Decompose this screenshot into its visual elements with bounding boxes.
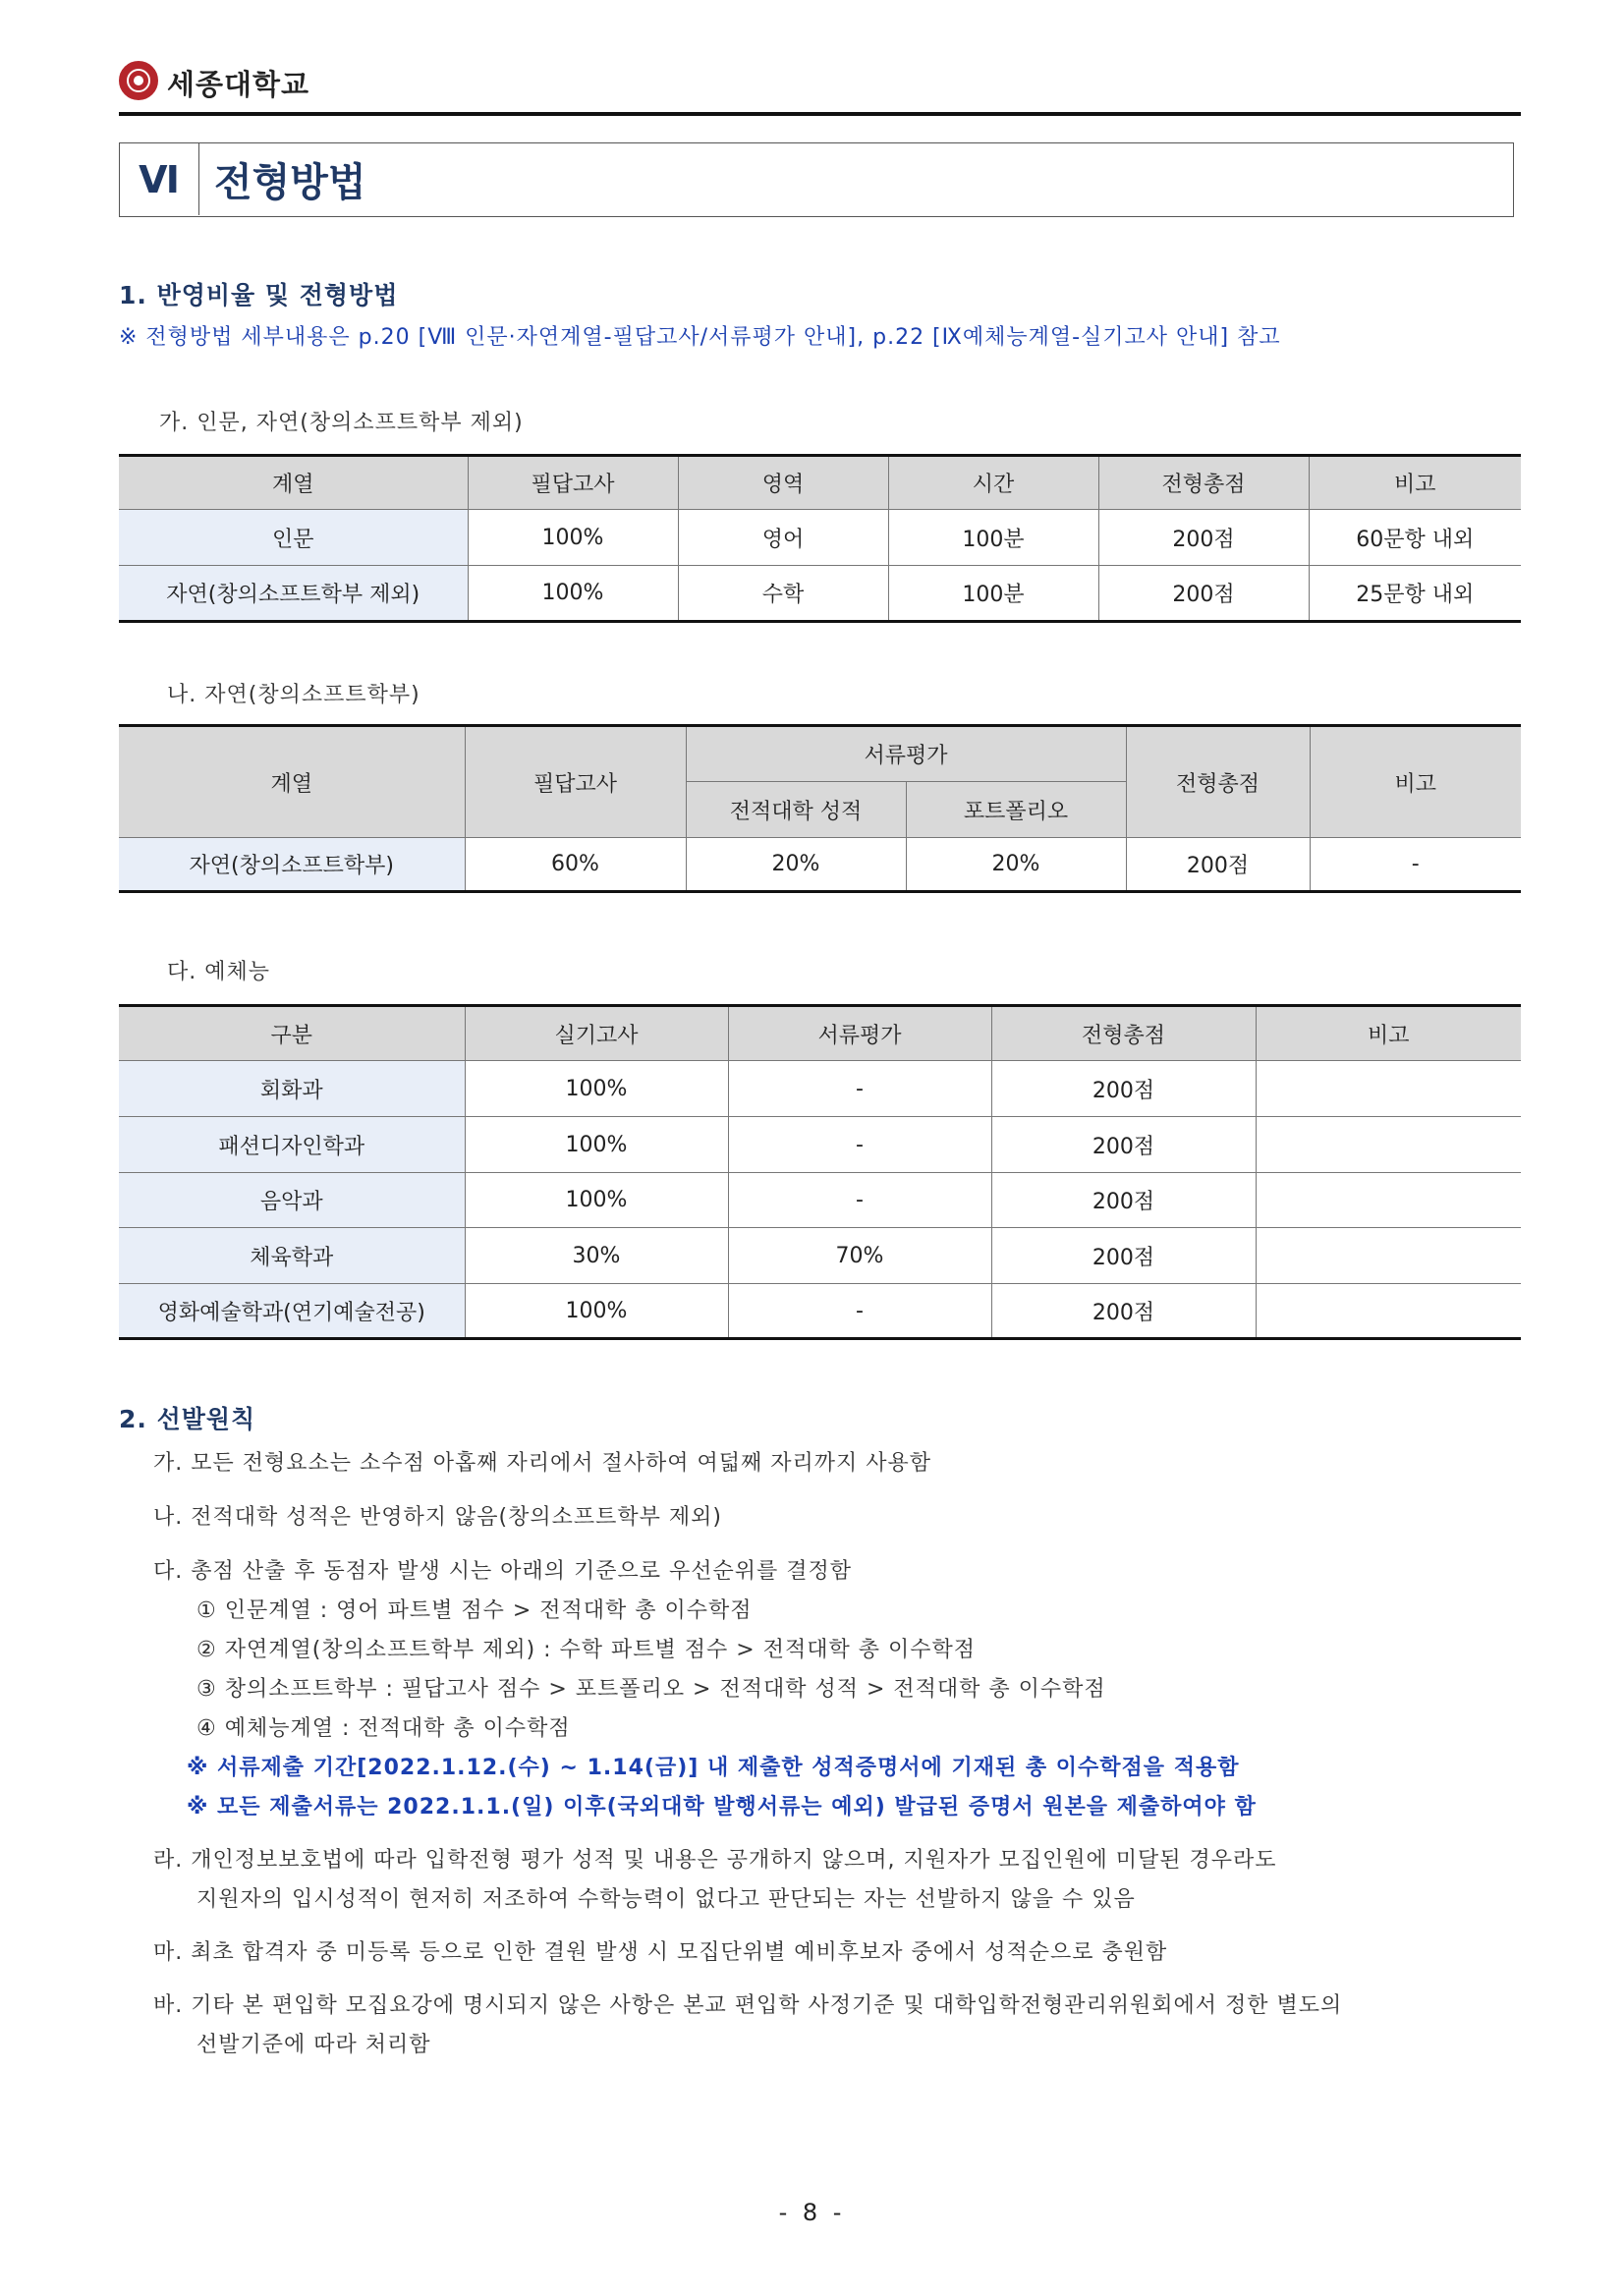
table-cell: 수학 (678, 566, 888, 622)
rule-da-note: ※ 모든 제출서류는 2022.1.1.(일) 이후(국외대학 발행서류는 예외) 발급된 증명서 원본을 제출하여야 함 (187, 1795, 1257, 1820)
rule-ra-cont: 지원자의 입시성적이 현저히 저조하여 수학능력이 없다고 판단되는 자는 선발하지 않을 수 있음 (196, 1887, 1136, 1912)
table-cell: 200점 (991, 1284, 1256, 1339)
section2-heading: 2. 선발원칙 (119, 1405, 256, 1433)
table-cell: 20% (906, 838, 1126, 892)
table-cell (1256, 1173, 1521, 1228)
table-cell: 200점 (1126, 838, 1310, 892)
rule-ba-cont: 선발기준에 따라 처리함 (196, 2033, 431, 2057)
table-na-label: 나. 자연(창의소프트학부) (167, 683, 420, 707)
table-da (119, 1004, 1521, 1340)
table-ga-label: 가. 인문, 자연(창의소프트학부 제외) (159, 411, 524, 435)
table-header: 계열 (119, 456, 468, 510)
university-logo (119, 61, 158, 100)
rule-da-item: ① 인문계열 : 영어 파트별 점수 > 전적대학 총 이수학점 (196, 1598, 753, 1623)
table-cell (1256, 1284, 1521, 1339)
table-header: 전형총점 (991, 1006, 1256, 1061)
table-cell: 25문항 내외 (1309, 566, 1521, 622)
table-header: 구분 (119, 1006, 465, 1061)
table-cell: - (728, 1284, 991, 1339)
table-cell: 자연(창의소프트학부) (119, 838, 465, 892)
table-cell: 200점 (991, 1117, 1256, 1173)
table-header: 시간 (888, 456, 1098, 510)
table-cell: 영어 (678, 510, 888, 566)
table-row (119, 1284, 1521, 1339)
rule-da: 다. 총점 산출 후 동점자 발생 시는 아래의 기준으로 우선순위를 결정함 (153, 1559, 852, 1584)
table-cell: 200점 (1098, 566, 1309, 622)
table-header: 서류평가 (686, 726, 1126, 782)
table-cell: 회화과 (119, 1061, 465, 1117)
table-da-label: 다. 예체능 (167, 960, 270, 984)
table-header: 비고 (1310, 726, 1521, 838)
table-na (119, 724, 1521, 893)
table-row (119, 1061, 1521, 1117)
table-cell: 30% (465, 1228, 728, 1284)
rule-ga: 가. 모든 전형요소는 소수점 아홉째 자리에서 절사하여 여덟째 자리까지 사용함 (153, 1451, 931, 1476)
table-ga (119, 454, 1521, 623)
table-cell: 인문 (119, 510, 468, 566)
chapter-title: 전형방법 (214, 160, 366, 205)
table-cell: 체육학과 (119, 1228, 465, 1284)
table-cell (1256, 1228, 1521, 1284)
rule-da-note: ※ 서류제출 기간[2022.1.12.(수) ~ 1.14(금)] 내 제출한 성적증명서에 기재된 총 이수학점을 적용함 (187, 1756, 1240, 1780)
table-cell: 200점 (991, 1228, 1256, 1284)
chapter-title-box (119, 142, 1514, 217)
table-cell: 패션디자인학과 (119, 1117, 465, 1173)
table-cell (1256, 1061, 1521, 1117)
table-header: 필답고사 (468, 456, 678, 510)
rule-da-item: ③ 창의소프트학부 : 필답고사 점수 > 포트폴리오 > 전적대학 성적 > 전적대학 총 이수학점 (196, 1677, 1106, 1702)
rule-na: 나. 전적대학 성적은 반영하지 않음(창의소프트학부 제외) (153, 1505, 722, 1530)
table-cell: 100% (465, 1173, 728, 1228)
table-cell: 60% (465, 838, 686, 892)
table-cell: 100% (465, 1284, 728, 1339)
table-header: 계열 (119, 726, 465, 838)
table-cell: 자연(창의소프트학부 제외) (119, 566, 468, 622)
table-header: 전형총점 (1126, 726, 1310, 838)
table-cell: - (728, 1061, 991, 1117)
table-header: 비고 (1309, 456, 1521, 510)
table-cell: 70% (728, 1228, 991, 1284)
rule-ra: 라. 개인정보보호법에 따라 입학전형 평가 성적 및 내용은 공개하지 않으며, 지원자가 모집인원에 미달된 경우라도 (153, 1848, 1277, 1873)
chapter-number: Ⅵ (120, 143, 199, 215)
rule-ma: 마. 최초 합격자 중 미등록 등으로 인한 결원 발생 시 모집단위별 예비후보자 중에서 성적순으로 충원함 (153, 1940, 1168, 1965)
table-cell: - (728, 1173, 991, 1228)
table-header: 필답고사 (465, 726, 686, 838)
table-cell: 200점 (991, 1061, 1256, 1117)
table-row (119, 1117, 1521, 1173)
table-subheader: 포트폴리오 (906, 782, 1126, 838)
table-cell: 200점 (1098, 510, 1309, 566)
table-row (119, 566, 1521, 622)
table-cell: 20% (686, 838, 906, 892)
section1-note: ※ 전형방법 세부내용은 p.20 [Ⅷ 인문·자연계열-필답고사/서류평가 안내], p.22 [Ⅸ예체능계열-실기고사 안내] 참고 (119, 325, 1281, 350)
table-header: 실기고사 (465, 1006, 728, 1061)
table-cell: 영화예술학과(연기예술전공) (119, 1284, 465, 1339)
table-row (119, 838, 1521, 892)
table-cell: 200점 (991, 1173, 1256, 1228)
table-subheader: 전적대학 성적 (686, 782, 906, 838)
section1-heading: 1. 반영비율 및 전형방법 (119, 281, 399, 309)
table-header: 전형총점 (1098, 456, 1309, 510)
page-number: - 8 - (778, 2199, 846, 2226)
table-cell: 60문항 내외 (1309, 510, 1521, 566)
table-row (119, 510, 1521, 566)
table-row (119, 1173, 1521, 1228)
table-cell: 100분 (888, 566, 1098, 622)
header-rule (119, 112, 1521, 116)
table-cell: 음악과 (119, 1173, 465, 1228)
table-cell: 100% (465, 1061, 728, 1117)
table-header: 서류평가 (728, 1006, 991, 1061)
table-cell (1256, 1117, 1521, 1173)
rule-da-item: ② 자연계열(창의소프트학부 제외) : 수학 파트별 점수 > 전적대학 총 이수학점 (196, 1638, 976, 1662)
rule-da-item: ④ 예체능계열 : 전적대학 총 이수학점 (196, 1716, 571, 1741)
table-cell: 100분 (888, 510, 1098, 566)
table-cell: - (728, 1117, 991, 1173)
table-header: 영역 (678, 456, 888, 510)
table-header: 비고 (1256, 1006, 1521, 1061)
table-cell: 100% (468, 566, 678, 622)
table-cell: 100% (465, 1117, 728, 1173)
table-cell: 100% (468, 510, 678, 566)
rule-ba: 바. 기타 본 편입학 모집요강에 명시되지 않은 사항은 본교 편입학 사정기준 및 대학입학전형관리위원회에서 정한 별도의 (153, 1993, 1343, 2018)
table-row (119, 1228, 1521, 1284)
table-cell: - (1310, 838, 1521, 892)
university-name: 세종대학교 (167, 68, 310, 101)
